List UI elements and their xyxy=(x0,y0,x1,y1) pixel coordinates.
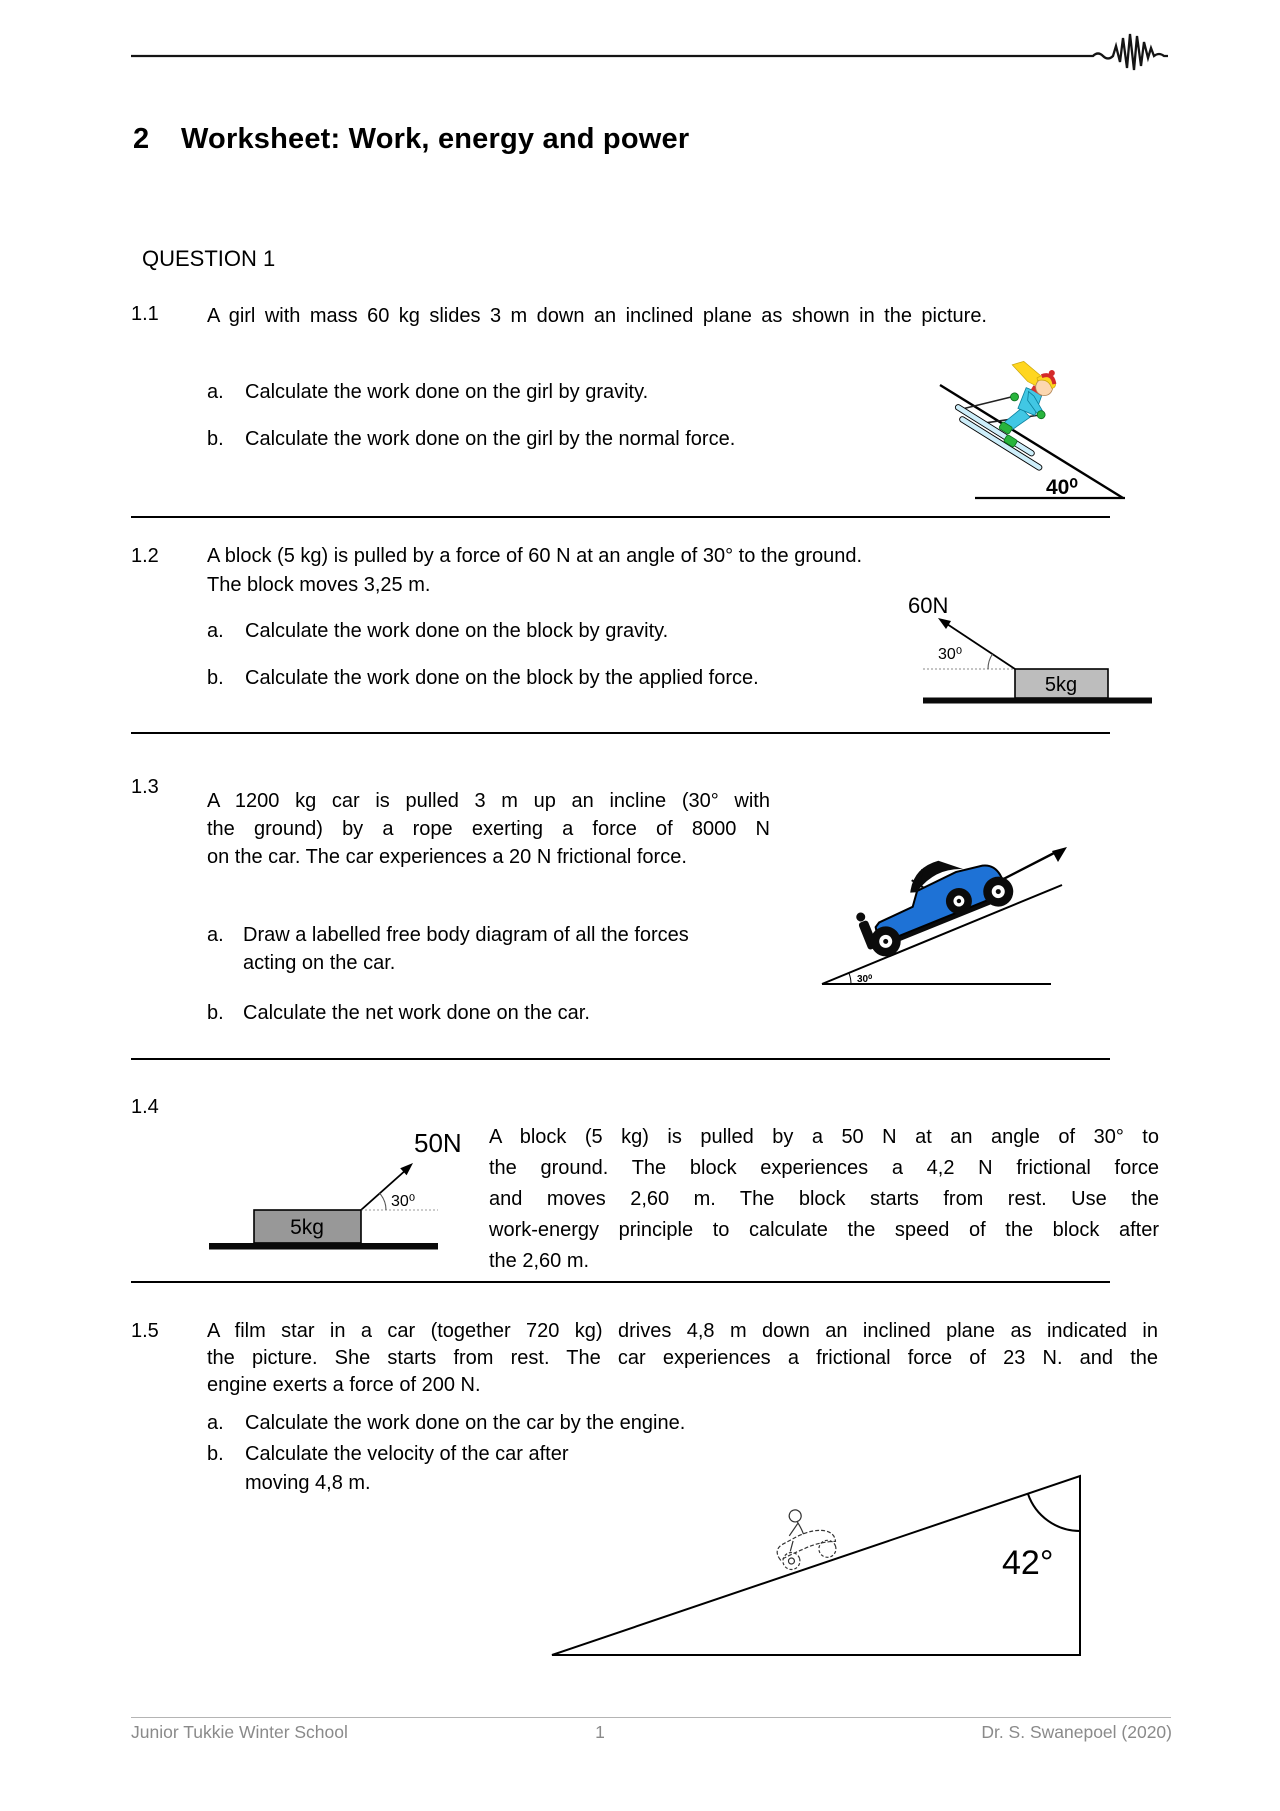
item-number-1-1: 1.1 xyxy=(131,303,159,325)
section-number: 2 xyxy=(133,123,150,155)
item-1-3-line1: A 1200 kg car is pulled 3 m up an incline (30° with xyxy=(207,790,770,812)
item-1-5-line1: A film star in a car (together 720 kg) drives 4,8 m down an inclined plane as indicated in xyxy=(207,1320,1158,1342)
question-header: QUESTION 1 xyxy=(142,246,276,271)
header-rule-squiggle xyxy=(131,30,1171,78)
block-mass-label: 5kg xyxy=(1044,674,1078,696)
item-1-4-line5: the 2,60 m. xyxy=(489,1250,590,1272)
part-a-label: a. xyxy=(207,1412,224,1434)
angle-arc xyxy=(1028,1494,1080,1531)
part-b-text-line1: Calculate the velocity of the car after xyxy=(245,1443,569,1465)
part-a-text-line2: acting on the car. xyxy=(243,952,396,974)
item-1-4-line4: work-energy principle to calculate the speed of the block after xyxy=(489,1219,1159,1241)
item-1-3-line3: on the car. The car experiences a 20 N frictional force. xyxy=(207,846,687,868)
footer-rule xyxy=(131,1717,1171,1718)
angle-arc xyxy=(380,1193,386,1210)
squiggle-waveform-icon xyxy=(131,34,1168,70)
item-number-1-4: 1.4 xyxy=(131,1096,159,1118)
ground-bar xyxy=(209,1243,438,1250)
item-1-2-line2: The block moves 3,25 m. xyxy=(207,574,431,596)
footer-left: Junior Tukkie Winter School xyxy=(131,1722,348,1742)
item-1-5-line3: engine exerts a force of 200 N. xyxy=(207,1374,481,1396)
part-b-text: Calculate the work done on the block by the applied force. xyxy=(245,667,759,689)
footer-right: Dr. S. Swanepoel (2020) xyxy=(981,1722,1172,1742)
part-a-text: Calculate the work done on the block by gravity. xyxy=(245,620,669,642)
item-number-1-5: 1.5 xyxy=(131,1320,159,1342)
item-1-5-line2: the picture. She starts from rest. The car experiences a frictional force of 23 N. and the xyxy=(207,1347,1158,1369)
item-1-4-line3: and moves 2,60 m. The block starts from rest. Use the xyxy=(489,1188,1159,1210)
footer-page-number: 1 xyxy=(595,1722,605,1742)
part-a-label: a. xyxy=(207,924,224,946)
angle-label: 30⁰ xyxy=(857,974,873,985)
part-b-text-line2: moving 4,8 m. xyxy=(245,1472,371,1494)
part-b-label: b. xyxy=(207,1443,224,1465)
item-1-2-line1: A block (5 kg) is pulled by a force of 60 N at an angle of 30° to the ground. xyxy=(207,545,863,567)
separator xyxy=(131,516,1110,518)
part-b-label: b. xyxy=(207,667,224,689)
figure-car-incline xyxy=(815,835,1100,997)
force-arrowhead xyxy=(938,618,951,629)
part-b-text: Calculate the work done on the girl by the normal force. xyxy=(245,428,736,450)
figure-block-50N xyxy=(200,1118,462,1258)
item-1-3-line2: the ground) by a rope exerting a force of 8000 N xyxy=(207,818,770,840)
angle-label: 30⁰ xyxy=(391,1193,416,1210)
item-1-1-text: A girl with mass 60 kg slides 3 m down an inclined plane as shown in the picture. xyxy=(207,305,987,327)
angle-label: 30⁰ xyxy=(938,646,963,663)
figure-triangle-incline xyxy=(540,1462,1100,1662)
item-1-4-line2: the ground. The block experiences a 4,2 N frictional force xyxy=(489,1157,1159,1179)
figure-block-60N xyxy=(900,585,1170,710)
angle-label: 42° xyxy=(1002,1544,1054,1582)
part-b-label: b. xyxy=(207,1002,224,1024)
angle-arc xyxy=(988,654,993,669)
part-a-text: Calculate the work done on the girl by gravity. xyxy=(245,381,649,403)
force-label: 60N xyxy=(908,593,949,618)
vintage-car-clipart xyxy=(847,838,1019,962)
force-label: 50N xyxy=(414,1128,462,1158)
item-number-1-2: 1.2 xyxy=(131,545,159,567)
part-a-label: a. xyxy=(207,381,224,403)
page-title: Worksheet: Work, energy and power xyxy=(181,123,690,155)
incline-triangle xyxy=(552,1476,1080,1655)
ground-bar xyxy=(923,698,1152,704)
separator xyxy=(131,1281,1110,1283)
item-1-4-line1: A block (5 kg) is pulled by a 50 N at an angle of 30° to xyxy=(489,1126,1159,1148)
separator xyxy=(131,732,1110,734)
part-b-text: Calculate the net work done on the car. xyxy=(243,1002,590,1024)
figure-skier-incline xyxy=(850,285,1180,525)
angle-label: 40⁰ xyxy=(1046,476,1078,499)
block-mass-label: 5kg xyxy=(290,1216,324,1239)
item-number-1-3: 1.3 xyxy=(131,776,159,798)
separator xyxy=(131,1058,1110,1060)
part-a-text-line1: Draw a labelled free body diagram of all the forces xyxy=(243,924,689,946)
part-a-text: Calculate the work done on the car by the engine. xyxy=(245,1412,686,1434)
angle-arc xyxy=(849,973,851,984)
pull-arrowhead xyxy=(1052,847,1067,862)
part-b-label: b. xyxy=(207,428,224,450)
part-a-label: a. xyxy=(207,620,224,642)
